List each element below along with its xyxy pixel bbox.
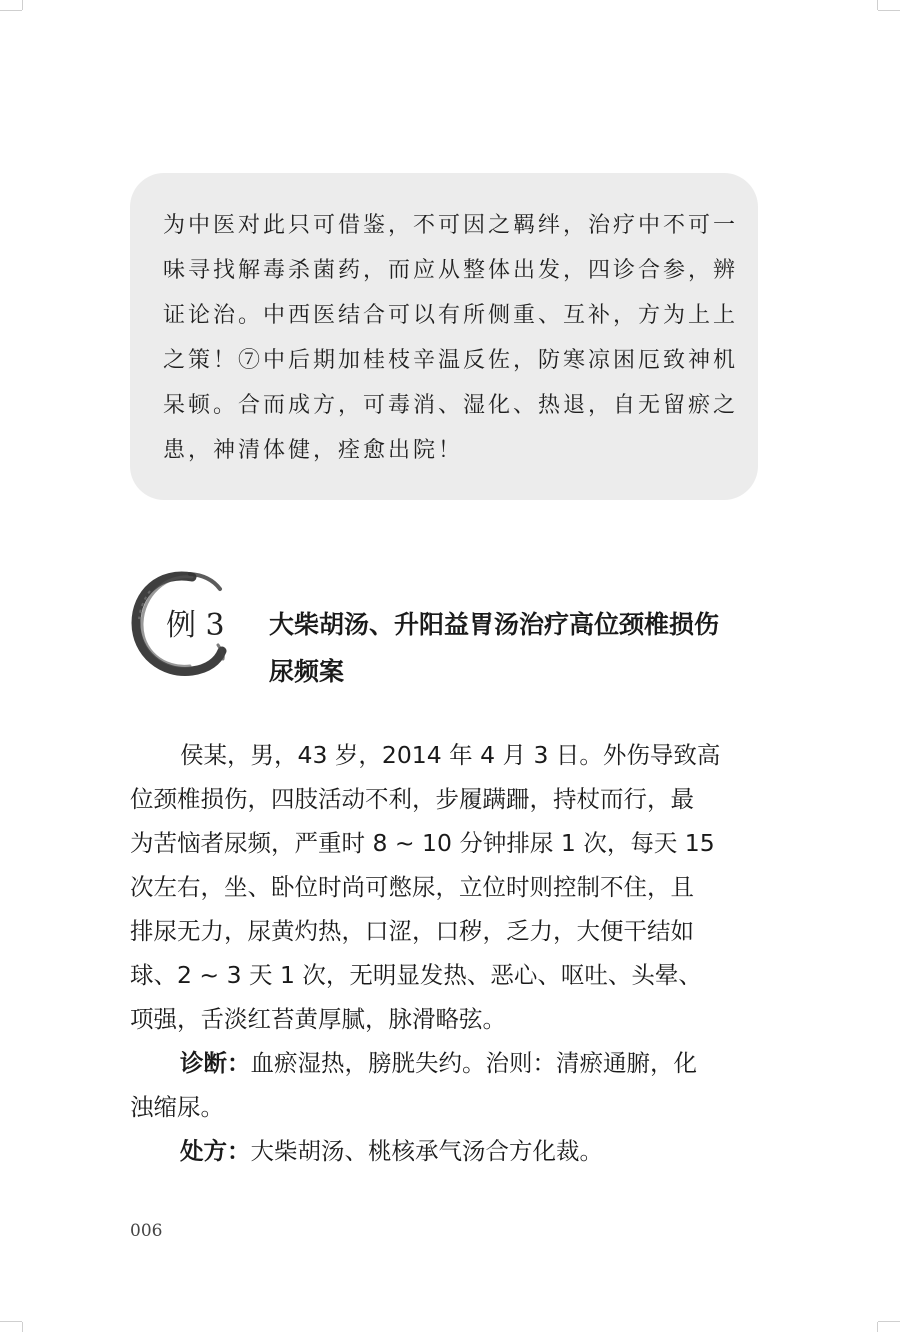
- commentary-line: 为中医对此只可借鉴，不可因之羁绊，治疗中不可一: [163, 213, 739, 238]
- prescription-text: 大柴胡汤、桃核承气汤合方化裁。: [250, 1137, 603, 1165]
- case-title-line: 尿频案: [269, 657, 345, 686]
- crop-mark-top-left-v: [22, 0, 23, 10]
- history-line: 排尿无力，尿黄灼热，口涩，口秽，乏力，大便干结如: [130, 917, 694, 945]
- case-header: [130, 565, 770, 685]
- crop-mark-top-left: [0, 10, 22, 11]
- diagnosis-paragraph: [130, 1041, 770, 1085]
- commentary-line: 呆顿。合而成方，可毒消、湿化、热退，自无留瘀之: [163, 393, 739, 418]
- crop-mark-bottom-left: [0, 1321, 22, 1322]
- prescription-paragraph: [130, 1129, 770, 1173]
- commentary-line: 味寻找解毒杀菌药，而应从整体出发，四诊合参，辨: [163, 258, 739, 283]
- case-title: [269, 601, 769, 695]
- history-line: 为苦恼者尿频，严重时 8 ~ 10 分钟排尿 1 次，每天 15: [130, 829, 715, 857]
- diagnosis-text: 血瘀湿热，膀胱失约。治则：清瘀通腑，化: [250, 1049, 697, 1077]
- crop-mark-top-right-v: [877, 0, 878, 10]
- commentary-line: 证论治。中西医结合可以有所侧重、互补，方为上上: [163, 303, 739, 328]
- case-title-line: 大柴胡汤、升阳益胃汤治疗高位颈椎损伤: [269, 610, 720, 639]
- commentary-line: 之策！⑦中后期加桂枝辛温反佐，防寒凉困厄致神机: [163, 348, 739, 373]
- history-line: 项强，舌淡红苔黄厚腻，脉滑略弦。: [130, 1005, 506, 1033]
- commentary-box: [130, 173, 758, 500]
- history-line: 侯某，男，43 岁，2014 年 4 月 3 日。外伤导致高: [180, 741, 721, 769]
- commentary-line: 患，神清体健，痊愈出院！: [163, 438, 464, 463]
- crop-mark-bottom-right: [878, 1321, 900, 1322]
- diagnosis-label: 诊断：: [180, 1049, 251, 1077]
- page-number: 006: [130, 1221, 163, 1241]
- history-line: 位颈椎损伤，四肢活动不利，步履蹒跚，持杖而行，最: [130, 785, 694, 813]
- history-line: 球、2 ~ 3 天 1 次，无明显发热、恶心、呕吐、头晕、: [130, 961, 702, 989]
- case-number: 例 3: [166, 608, 225, 643]
- prescription-label: 处方：: [180, 1137, 251, 1165]
- history-line: 次左右，坐、卧位时尚可憋尿，立位时则控制不住，且: [130, 873, 694, 901]
- diagnosis-continuation: 浊缩尿。: [130, 1093, 224, 1121]
- crop-mark-bottom-right-v: [877, 1322, 878, 1332]
- case-body: [130, 733, 770, 1173]
- crop-mark-bottom-left-v: [22, 1322, 23, 1332]
- crop-mark-top-right: [878, 10, 900, 11]
